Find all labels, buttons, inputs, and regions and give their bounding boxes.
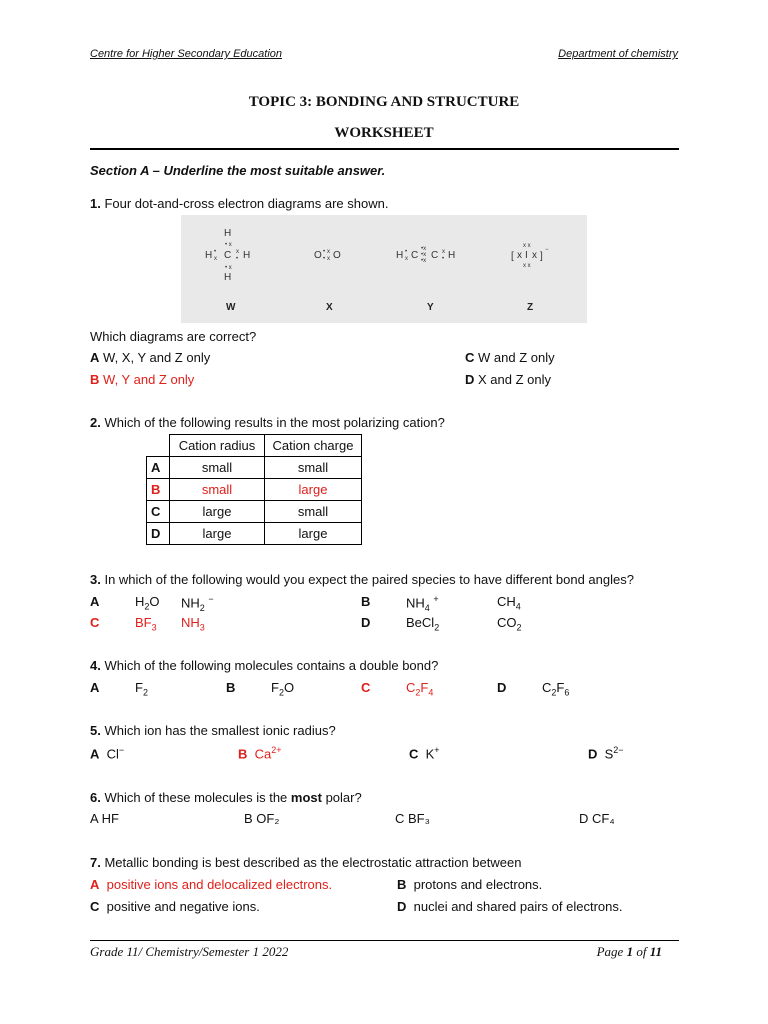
q1-option-b: B W, Y and Z only: [90, 372, 195, 387]
q2-text: Which of the following results in the most polarizing cation?: [104, 415, 445, 430]
q6-option-d: D CF₄: [579, 811, 615, 826]
svg-text:I: I: [525, 250, 528, 261]
q7-option-a: A positive ions and delocalized electrons.: [90, 877, 333, 892]
q2-stem: [90, 415, 445, 430]
q4-option-a: A: [90, 680, 100, 695]
diagram-label-z: Z: [527, 302, 534, 313]
q6-option-a: A HF: [90, 811, 119, 826]
diagram-label-y: Y: [427, 302, 434, 313]
svg-text:H: H: [224, 228, 232, 239]
svg-text:x: x: [517, 250, 522, 261]
svg-text:•x: •x: [421, 252, 427, 258]
svg-text:• x: • x: [225, 242, 232, 248]
q4-option-b: B: [226, 680, 236, 695]
q1-text: Four dot-and-cross electron diagrams are shown.: [104, 196, 389, 211]
svg-text:x: x: [532, 250, 537, 261]
svg-text:•: •: [323, 256, 326, 262]
diagram-y: [396, 246, 455, 264]
table-header-row: [147, 435, 362, 457]
svg-text:]: ]: [540, 251, 543, 262]
table-header: Cation charge: [265, 435, 362, 457]
svg-text:•: •: [236, 256, 239, 262]
q6-number: 6.: [90, 790, 101, 805]
page-title: TOPIC 3: BONDING AND STRUCTURE: [248, 94, 520, 110]
svg-text:•: •: [214, 249, 217, 255]
svg-text:C: C: [224, 250, 232, 261]
table-row: A small small: [147, 457, 362, 479]
svg-text:• x: • x: [225, 265, 232, 271]
q1-option-a: A W, X, Y and Z only: [90, 350, 211, 365]
table-header: Cation radius: [170, 435, 265, 457]
svg-text:x: x: [442, 249, 445, 255]
page-number: Page 1 of 11: [596, 944, 662, 959]
q7-option-b: B protons and electrons.: [397, 877, 543, 892]
svg-text:C: C: [411, 250, 419, 261]
page-subtitle: WORKSHEET: [334, 125, 434, 141]
q6-stem: 6. Which of these molecules is the most polar?: [90, 790, 362, 805]
dot-cross-diagrams: [181, 215, 587, 323]
q3-d-species2: $CO_2$: [497, 615, 522, 633]
svg-text:H: H: [205, 250, 213, 261]
footer-left: Grade 11/ Chemistry/Semester 1 2022: [90, 944, 289, 959]
q3-option-d: D: [361, 615, 371, 630]
svg-text:x: x: [327, 249, 330, 255]
q6-option-c: C BF₃: [395, 811, 430, 826]
svg-text:O: O: [333, 250, 341, 261]
q1-option-c: C W and Z only: [465, 350, 555, 365]
q3-a-species2: $NH_2$ −: [181, 594, 214, 613]
q4-d-formula: $C_2F_6$: [542, 680, 570, 698]
q3-b-species1: $NH_4$ +: [406, 594, 439, 613]
q5-number: 5.: [90, 723, 101, 738]
table-row: B small large: [147, 479, 362, 501]
q1-question: Which diagrams are correct?: [90, 329, 257, 344]
svg-text:x x: x x: [523, 263, 531, 269]
q5-option-a: A Cl−: [90, 745, 125, 762]
q4-option-c: C: [361, 680, 371, 695]
svg-text:H: H: [243, 250, 251, 261]
section-a-heading: Section A – Underline the most suitable answer.: [90, 163, 386, 178]
q4-text: Which of the following molecules contains a double bond?: [104, 658, 439, 673]
svg-text:x: x: [405, 256, 408, 262]
q7-option-d: D nuclei and shared pairs of electrons.: [397, 899, 623, 914]
q2-table: [146, 434, 362, 545]
q1-option-d: D X and Z only: [465, 372, 552, 387]
q7-stem: [90, 855, 521, 870]
header-left: Centre for Higher Secondary Education: [90, 48, 282, 60]
diagram-w: [205, 228, 250, 283]
q7-text: Metallic bonding is best described as the electrostatic attraction between: [104, 855, 522, 870]
svg-text:x x: x x: [523, 243, 531, 249]
q3-d-species1: BeCl$_2$: [406, 615, 440, 633]
svg-text:H: H: [224, 272, 232, 283]
svg-text:O: O: [314, 250, 322, 261]
q2-number: 2.: [90, 415, 101, 430]
q3-stem: [90, 572, 634, 587]
svg-text:•: •: [323, 249, 326, 255]
svg-text:•: •: [442, 256, 445, 262]
q3-option-c: C: [90, 615, 100, 630]
svg-text:•: •: [405, 249, 408, 255]
q3-option-b: B: [361, 594, 371, 609]
q1-number: 1.: [90, 196, 101, 211]
svg-text:[: [: [511, 251, 514, 262]
svg-text:•x: •x: [421, 246, 427, 252]
footer-rule: [90, 940, 679, 941]
table-row: D large large: [147, 523, 362, 545]
q5-text: Which ion has the smallest ionic radius?: [104, 723, 336, 738]
q4-b-formula: $F_2O$: [271, 680, 295, 698]
q3-b-species2: $CH_4$: [497, 594, 521, 612]
svg-text:x: x: [327, 256, 330, 262]
q5-option-d: D $S^{2-}$: [588, 745, 624, 762]
diagram-label-w: W: [226, 302, 236, 313]
q4-stem: [90, 658, 438, 673]
q3-number: 3.: [90, 572, 101, 587]
q4-a-formula: $F_2$: [135, 680, 148, 698]
svg-text:−: −: [545, 247, 549, 253]
diagram-z: [511, 243, 549, 269]
q4-c-formula: $C_2F_4$: [406, 680, 434, 698]
table-row: C large small: [147, 501, 362, 523]
q5-stem: [90, 723, 336, 738]
diagram-label-x: X: [326, 302, 333, 313]
title-rule: [90, 148, 679, 150]
q3-c-species2: $NH_3$: [181, 615, 205, 633]
q3-c-species1: $BF_3$: [135, 615, 157, 633]
q3-text: In which of the following would you expect the paired species to have different bond angles?: [104, 572, 634, 587]
q5-option-c: C K+: [409, 745, 440, 762]
svg-text:x: x: [236, 249, 239, 255]
q3-option-a: A: [90, 594, 100, 609]
header-right: Department of chemistry: [558, 48, 678, 60]
svg-text:H: H: [448, 250, 456, 261]
q5-option-b: B $Ca^{2+}$: [238, 745, 282, 762]
q7-option-c: C positive and negative ions.: [90, 899, 260, 914]
svg-text:x: x: [214, 256, 217, 262]
q7-number: 7.: [90, 855, 101, 870]
q6-option-b: B OF₂: [244, 811, 280, 826]
svg-text:H: H: [396, 250, 404, 261]
q3-a-species1: $H_2O$: [135, 594, 160, 612]
svg-text:C: C: [431, 250, 439, 261]
q1-diagram: [181, 215, 587, 323]
q4-option-d: D: [497, 680, 507, 695]
diagram-x: [314, 249, 341, 262]
q4-number: 4.: [90, 658, 101, 673]
q1-stem: [90, 196, 388, 211]
svg-text:•x: •x: [421, 258, 427, 264]
